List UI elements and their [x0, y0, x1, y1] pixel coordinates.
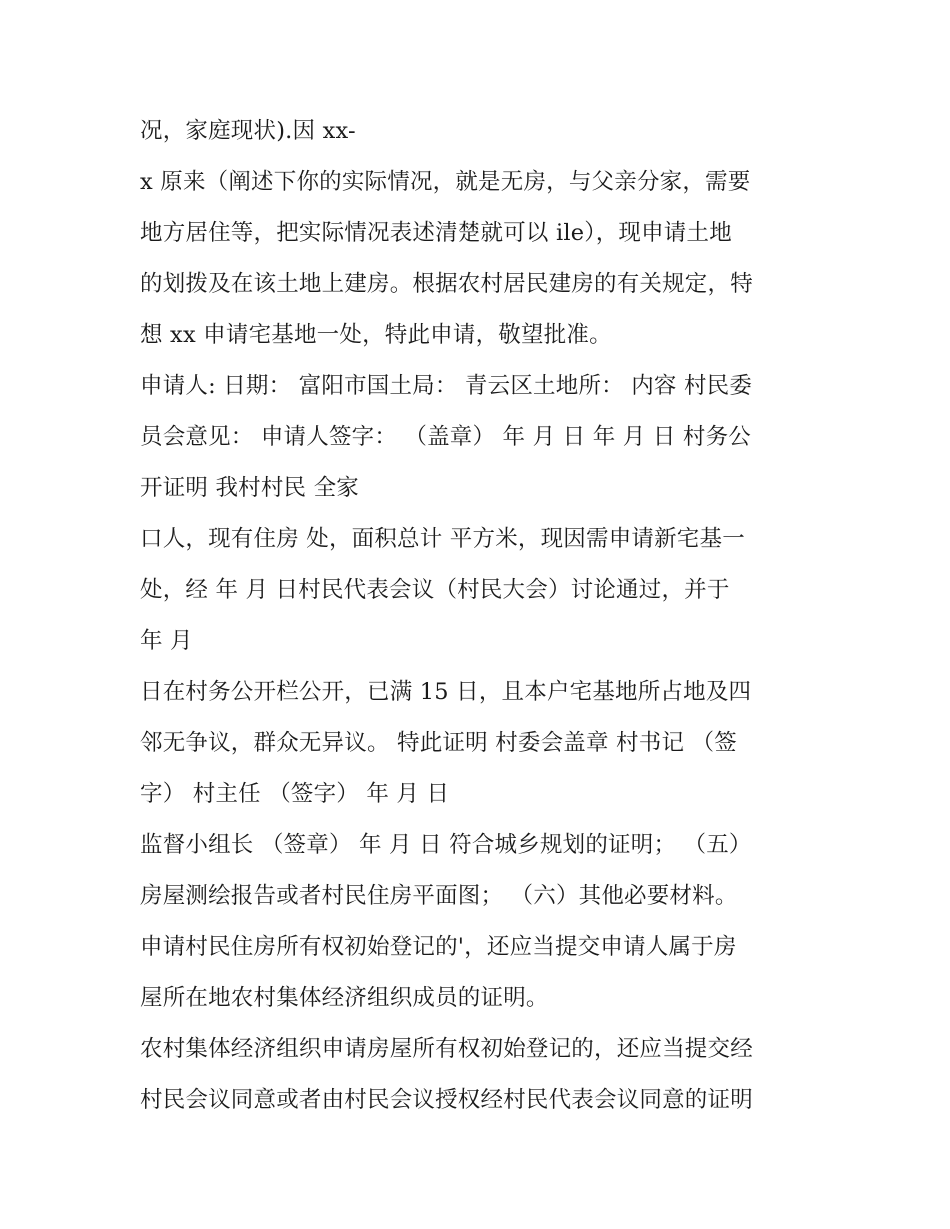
text-line-11: 年 月	[140, 628, 193, 654]
text-line-13: 邻无争议，群众无异议。 特此证明 村委会盖章 村书记 （签	[140, 730, 737, 756]
text-line-12: 日在村务公开栏公开，已满 15 日，且本户宅基地所占地及四	[140, 679, 752, 705]
text-line-19: 农村集体经济组织申请房屋所有权初始登记的，还应当提交经	[140, 1036, 753, 1062]
text-line-17: 申请村民住房所有权初始登记的'，还应当提交申请人属于房	[140, 934, 737, 960]
text-line-5: 想 xx 申请宅基地一处，特此申请，敬望批准。	[140, 322, 612, 348]
text-line-20: 村民会议同意或者由村民会议授权经村民代表会议同意的证明	[140, 1087, 753, 1113]
text-line-9: 口人，现有住房 处，面积总计 平方米，现因需申请新宅基一	[140, 526, 745, 552]
text-line-18: 屋所在地农村集体经济组织成员的证明。	[140, 985, 549, 1011]
text-line-16: 房屋测绘报告或者村民住房平面图； （六）其他必要材料。	[140, 883, 738, 909]
text-line-1: 况，家庭现状).因 xx-	[140, 118, 356, 144]
text-line-14: 字） 村主任 （签字） 年 月 日	[140, 781, 450, 807]
text-line-3: 地方居住等，把实际情况表述清楚就可以 ile），现申请土地	[140, 220, 732, 246]
text-line-7: 员会意见： 申请人签字： （盖章） 年 月 日 年 月 日 村务公	[140, 424, 751, 450]
document-body	[140, 106, 830, 1126]
text-line-4: 的划拨及在该土地上建房。根据农村居民建房的有关规定，特	[140, 271, 753, 297]
text-line-6: 申请人: 日期： 富阳市国土局： 青云区土地所： 内容 村民委	[140, 373, 753, 399]
text-line-2: x 原来（阐述下你的实际情况，就是无房，与父亲分家，需要	[140, 169, 751, 195]
text-line-15: 监督小组长 （签章） 年 月 日 符合城乡规划的证明； （五）	[140, 832, 752, 858]
text-line-10: 处，经 年 月 日村民代表会议（村民大会）讨论通过，并于	[140, 577, 730, 603]
text-line-8: 开证明 我村村民 全家	[140, 475, 360, 501]
